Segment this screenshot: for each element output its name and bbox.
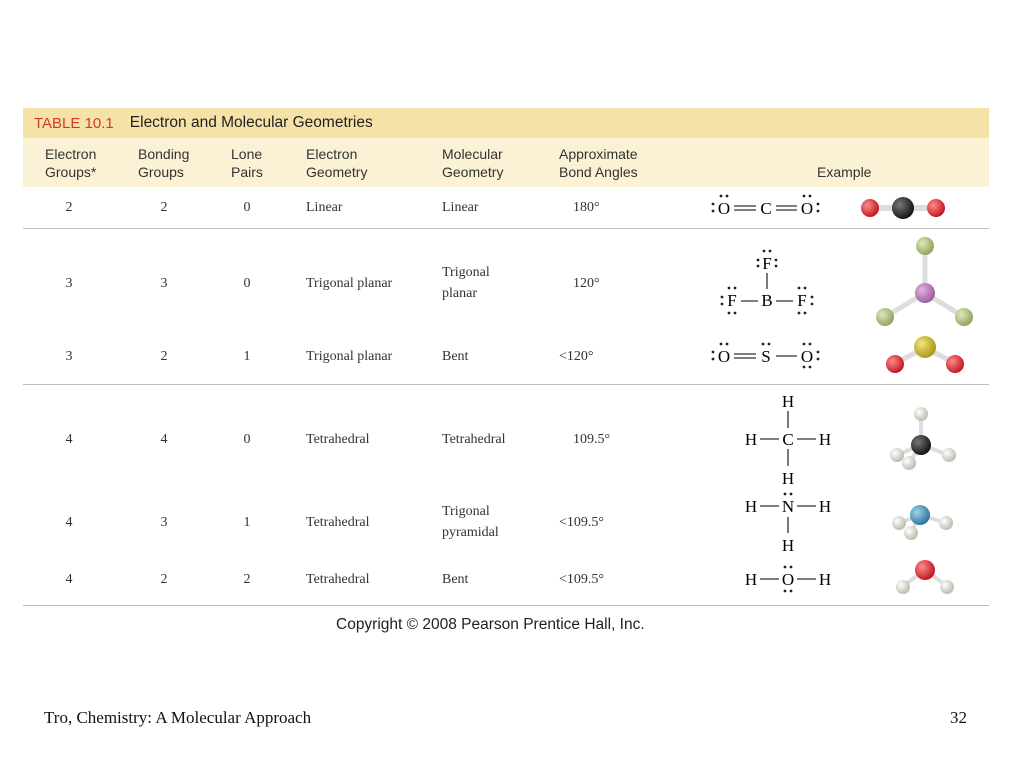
page-number: 32: [950, 708, 967, 727]
h2o-ball-stick-model: [896, 560, 954, 594]
lewis-atom-h: H: [781, 469, 795, 488]
row2-electron-geometry: Trigonal planar: [306, 276, 393, 291]
row1-electron-groups: 2: [65, 200, 73, 215]
row5-electron-groups: 4: [65, 515, 73, 530]
header-example: Example: [817, 164, 872, 180]
row4-lone-pairs: 0: [243, 432, 251, 447]
lewis-atom-h: H: [744, 430, 758, 449]
nh3-lewis-structure: [745, 493, 831, 555]
row3-electron-geometry: Trigonal planar: [306, 349, 393, 364]
row6-electron-groups: 4: [65, 572, 73, 587]
lewis-atom-o: O: [717, 347, 731, 366]
row1-bonding-groups: 2: [160, 200, 168, 215]
example-illustrations: [689, 187, 989, 605]
lewis-atom-h: H: [818, 430, 832, 449]
ch4-lewis-structure: [745, 392, 831, 488]
row3-molecular-geometry: Bent: [442, 349, 469, 364]
row6-lone-pairs: 2: [243, 572, 251, 587]
lewis-atom-o: O: [800, 347, 814, 366]
row5-bonding-groups: 3: [160, 515, 168, 530]
row3-bonding-groups: 2: [160, 349, 168, 364]
row2-bonding-groups: 3: [160, 276, 168, 291]
row3-bond-angle: <120°: [559, 349, 594, 364]
lewis-atom-h: H: [781, 536, 795, 555]
row4-molecular-geometry: Tetrahedral: [442, 432, 506, 447]
lewis-atom-b: B: [761, 291, 773, 310]
row2-electron-groups: 3: [65, 276, 73, 291]
lewis-atom-o: O: [781, 570, 795, 589]
row6-molecular-geometry: Bent: [442, 572, 469, 587]
row5-lone-pairs: 1: [243, 515, 251, 530]
so2-ball-stick-model: [886, 336, 964, 373]
bf3-lewis-structure: [721, 250, 814, 315]
table-body: [23, 187, 989, 605]
row1-bond-angle: 180°: [573, 200, 600, 215]
geometry-table: [23, 108, 989, 605]
row5-bond-angle: <109.5°: [559, 515, 604, 530]
row4-bonding-groups: 4: [160, 432, 168, 447]
row6-electron-geometry: Tetrahedral: [306, 572, 370, 587]
row6-bonding-groups: 2: [160, 572, 168, 587]
row4-electron-groups: 4: [65, 432, 73, 447]
bf3-ball-stick-model: [876, 237, 973, 326]
lewis-atom-f: F: [762, 254, 772, 273]
header-molecular-geometry: Molecular Geometry: [442, 146, 504, 180]
table-title-bar: [23, 108, 989, 138]
lewis-atom-o: O: [800, 199, 814, 218]
co2-lewis-structure: [712, 195, 820, 218]
lewis-atom-c: C: [760, 199, 772, 218]
lewis-atom-h: H: [744, 497, 758, 516]
row2-lone-pairs: 0: [243, 276, 251, 291]
so2-lewis-structure: [712, 343, 820, 369]
header-lone-pairs: Lone Pairs: [231, 146, 263, 180]
header-electron-geometry: Electron Geometry: [306, 146, 368, 180]
lewis-atom-f: F: [797, 291, 807, 310]
row3-lone-pairs: 1: [243, 349, 251, 364]
header-bonding-groups: Bonding Groups: [138, 146, 190, 180]
lewis-atom-o: O: [717, 199, 731, 218]
lewis-atom-h: H: [818, 497, 832, 516]
nh3-ball-stick-model: [892, 505, 953, 540]
row2-molecular-geometry: Trigonal planar: [442, 265, 490, 301]
lewis-atom-h: H: [744, 570, 758, 589]
row5-electron-geometry: Tetrahedral: [306, 515, 370, 530]
lewis-atom-h: H: [818, 570, 832, 589]
lewis-atom-f: F: [727, 291, 737, 310]
row6-bond-angle: <109.5°: [559, 572, 604, 587]
row1-lone-pairs: 0: [243, 200, 251, 215]
row2-bond-angle: 120°: [573, 276, 600, 291]
table-number: TABLE 10.1: [34, 114, 114, 132]
row3-electron-groups: 3: [65, 349, 73, 364]
divider: [23, 605, 989, 606]
table-title: Electron and Molecular Geometries: [129, 114, 373, 131]
row1-molecular-geometry: Linear: [442, 200, 479, 215]
header-electron-groups: Electron Groups*: [45, 146, 97, 180]
ch4-ball-stick-model: [890, 407, 956, 470]
row4-electron-geometry: Tetrahedral: [306, 432, 370, 447]
row1-electron-geometry: Linear: [306, 200, 343, 215]
row5-molecular-geometry: Trigonal pyramidal: [442, 504, 499, 540]
header-bond-angles: Approximate Bond Angles: [559, 146, 638, 180]
lewis-atom-n: N: [781, 497, 795, 516]
h2o-lewis-structure: [745, 566, 831, 593]
co2-ball-stick-model: [861, 197, 945, 219]
copyright-notice: Copyright © 2008 Pearson Prentice Hall, Inc.: [336, 616, 645, 633]
row4-bond-angle: 109.5°: [573, 432, 611, 447]
table-header-row: [23, 138, 989, 187]
footer-source: Tro, Chemistry: A Molecular Approach: [44, 708, 312, 727]
lewis-atom-c: C: [782, 430, 794, 449]
lewis-atom-s: S: [761, 347, 771, 366]
lewis-atom-h: H: [781, 392, 795, 411]
